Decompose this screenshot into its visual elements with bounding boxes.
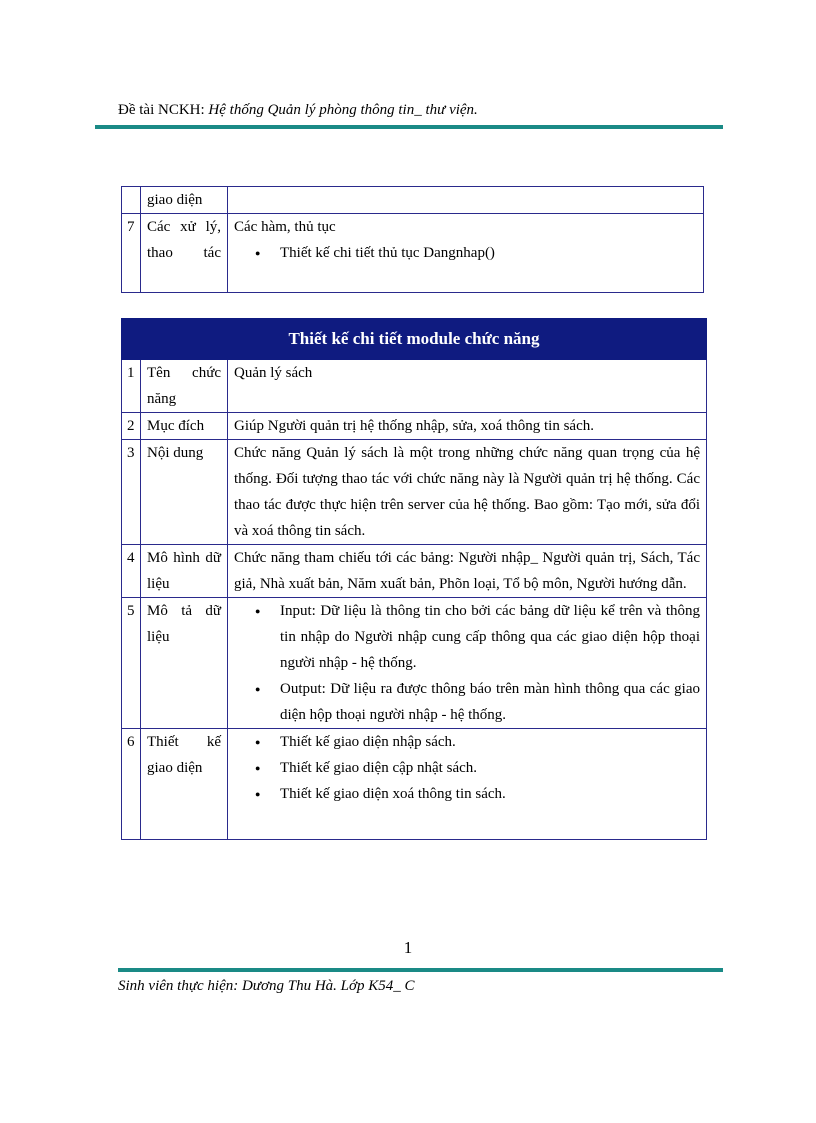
header-rule [95,125,723,129]
row-label: giao diện [141,187,228,214]
row-content: Chức năng Quản lý sách là một trong những chức năng quan trọng của hệ thống. Đối tượng thao tác với chức năng này là Người quản trị hệ thống. Các thao tác được thực hiện trên server của hệ thống. Bao gồm: Tạo mới, sửa đổi và xoá thông tin sách. [228,440,707,545]
bullet-item: ● Thiết kế giao diện nhập sách. [280,729,700,755]
page-number: 1 [403,938,413,957]
table-row [122,187,704,214]
table-row [122,729,707,840]
row-label: Tên chức năng [141,360,228,413]
bullet-item: ● Thiết kế giao diện cập nhật sách. [280,755,700,781]
bullet-list [234,729,700,807]
table-row [122,360,707,413]
table-continued [121,186,704,293]
row-content: Giúp Người quản trị hệ thống nhập, sửa, xoá thông tin sách. [228,413,707,440]
row-number: 2 [122,413,141,440]
row-number: 4 [122,545,141,598]
bullet-item: ● Input: Dữ liệu là thông tin cho bởi các bảng dữ liệu kể trên và thông tin nhập do Người nhập cung cấp thông qua các giao diện hộp thoại người nhập - hệ thống. [280,598,700,676]
table-row [122,545,707,598]
table-title-row [122,319,707,360]
bullet-item: ● Output: Dữ liệu ra được thông báo trên màn hình thông qua các giao diện hộp thoại người nhập - hệ thống. [280,676,700,728]
table-row [122,440,707,545]
row-number: 5 [122,598,141,729]
row-content [228,187,704,214]
row-label-text: Các xử lý, thao tác [147,219,221,261]
function-module-table [121,318,707,840]
header-prefix: Đề tài NCKH: [118,102,209,118]
page-header [118,100,718,120]
bullet-item: ● Thiết kế giao diện xoá thông tin sách. [280,781,700,807]
table-row [122,214,704,293]
bullet-list [234,240,697,266]
table-title: Thiết kế chi tiết module chức năng [122,319,707,360]
row-content [228,214,704,293]
row-label: Nội dung [141,440,228,545]
row-content-text: Các hàm, thủ tục [234,219,336,235]
row-number: 6 [122,729,141,840]
row-label: Mô hình dữ liệu [141,545,228,598]
row-number: 1 [122,360,141,413]
page-footer: Sinh viên thực hiện: Dương Thu Hà. Lớp K54_ C [118,978,415,994]
footer-rule [118,968,723,972]
row-content: Quản lý sách [228,360,707,413]
row-number [122,187,141,214]
row-label: Mục đích [141,413,228,440]
row-content: Chức năng tham chiếu tới các bảng: Người nhập_ Người quản trị, Sách, Tác giả, Nhà xuất bản, Năm xuất bản, Phõn loại, Tổ bộ môn, Người hướng dẫn. [228,545,707,598]
row-content [228,729,707,840]
table-row [122,598,707,729]
bullet-list [234,598,700,728]
row-label [141,214,228,293]
row-label: Mô tả dữ liệu [141,598,228,729]
table-row [122,413,707,440]
bullet-item: ● Thiết kế chi tiết thủ tục Dangnhap() [280,240,697,266]
row-content [228,598,707,729]
row-label: Thiết kế giao diện [141,729,228,840]
row-number: 7 [122,214,141,293]
header-topic: Hệ thống Quản lý phòng thông tin_ thư viện. [208,102,478,118]
row-number: 3 [122,440,141,545]
